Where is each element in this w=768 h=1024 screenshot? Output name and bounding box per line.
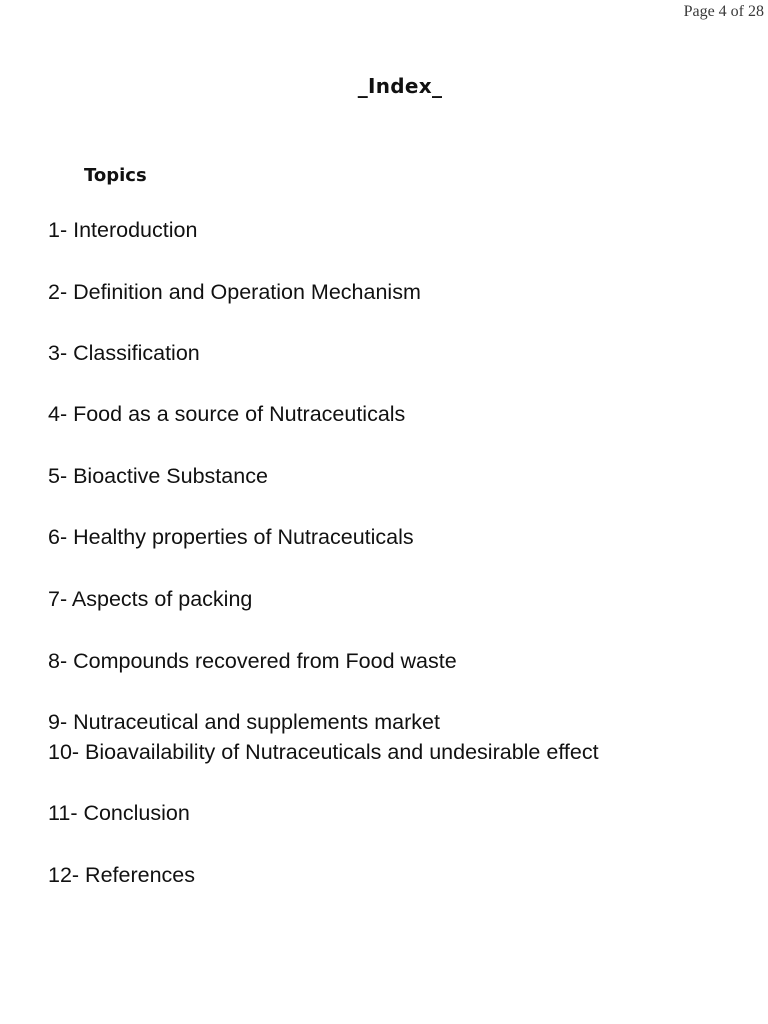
toc-item-introduction: 1- Interoduction xyxy=(48,218,198,242)
toc-item-healthy-properties: 6- Healthy properties of Nutraceuticals xyxy=(48,525,414,549)
toc-item-references: 12- References xyxy=(48,863,195,887)
toc-item-conclusion: 11- Conclusion xyxy=(48,801,190,825)
toc-item-food-source: 4- Food as a source of Nutraceuticals xyxy=(48,402,406,426)
toc-item-bioactive-substance: 5- Bioactive Substance xyxy=(48,464,268,488)
page-title: _Index_ xyxy=(357,74,443,98)
toc-item-packing: 7- Aspects of packing xyxy=(48,587,253,611)
toc-item-bioavailability: 10- Bioavailability of Nutraceuticals and undesirable effect xyxy=(48,740,599,764)
toc-item-food-waste: 8- Compounds recovered from Food waste xyxy=(48,649,457,673)
toc-item-classification: 3- Classification xyxy=(48,341,200,365)
toc-item-market: 9- Nutraceutical and supplements market xyxy=(48,710,440,734)
toc-item-definition: 2- Definition and Operation Mechanism xyxy=(48,280,421,304)
topics-heading: Topics xyxy=(84,165,147,186)
page-number: Page 4 of 28 xyxy=(683,3,764,20)
